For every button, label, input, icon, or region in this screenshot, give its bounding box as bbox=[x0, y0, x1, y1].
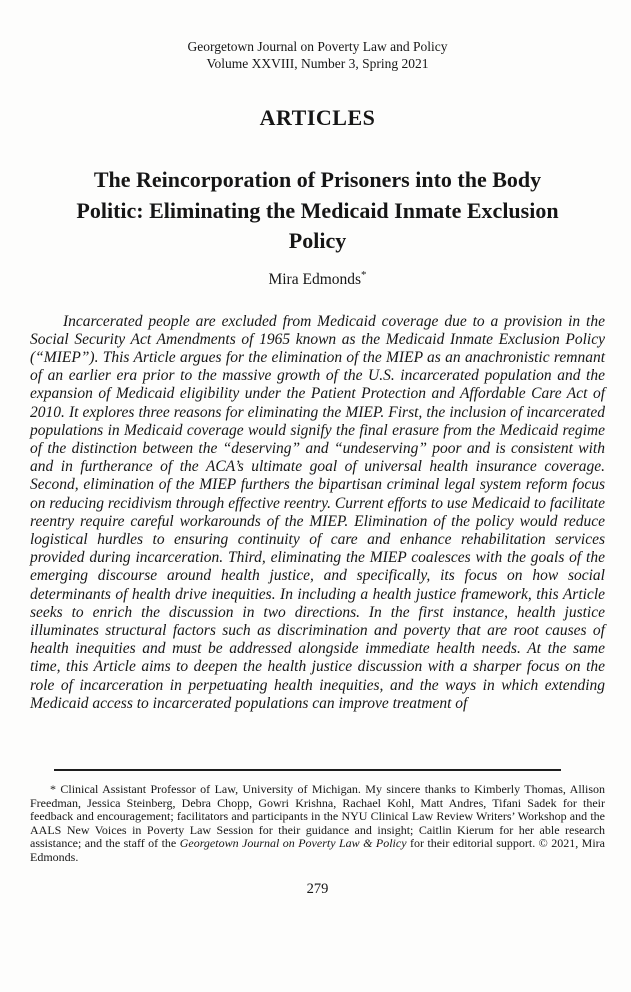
journal-issue-line: Volume XXVIII, Number 3, Spring 2021 bbox=[206, 56, 429, 71]
author-byline bbox=[30, 268, 605, 289]
page-number: 279 bbox=[306, 880, 329, 897]
footnote-marker: * bbox=[50, 782, 56, 796]
article-title-line-2: Politic: Eliminating the Medicaid Inmate Exclusion bbox=[76, 197, 559, 223]
author-footnote-marker: * bbox=[361, 268, 367, 281]
footnote-journal-name: Georgetown Journal on Poverty Law & Policy bbox=[179, 836, 407, 851]
journal-header bbox=[30, 38, 605, 72]
article-title bbox=[30, 165, 605, 257]
abstract-paragraph: Incarcerated people are excluded from Medicaid coverage due to a provision in the Social Security Act Amendments of 1965 known as the Medicaid Inmate Exclusion Policy (“MIEP”). This Article argues for the elimination of the MIEP as an anachronistic remnant of an earlier era prior to the massive growth of the U.S. incarcerated population and the expansion of Medicaid eligibility under the Patient Protection and Affordable Care Act of 2010. It explores three reasons for eliminating the MIEP. First, the inclusion of incarcerated populations in Medicaid coverage would signify the final erasure from the Medicaid regime of the distinction between the “deserving” and “undeserving” poor and is consistent with and in furtherance of the ACA’s ultimate goal of universal health insurance coverage. Second, elimination of the MIEP furthers the bipartisan criminal legal system reform focus on reducing recidivism through effective reentry. Current efforts to use Medicaid to facilitate reentry require careful workarounds of the MIEP. Elimination of the policy would reduce logistical hurdles to ensuring continuity of care and enhance rehabilitation services provided during incarceration. Third, eliminating the MIEP coalesces with the goals of the emerging discourse around health justice, and specifically, its focus on how social determinants of health drive inequities. In including a health justice framework, this Article seeks to enrich the discussion in two directions. In the first instance, health justice illuminates structural factors such as discrimination and poverty that are root causes of health inequities and must be addressed alongside immediate health needs. At the same time, this Article aims to deepen the health justice discussion with a sharper focus on the role of incarceration in perpetuating health inequities, and the ways in which extending Medicaid access to incarcerated populations can improve treatment of bbox=[30, 312, 605, 712]
article-title-line-1: The Reincorporation of Prisoners into the Body bbox=[93, 167, 542, 192]
footnote-separator bbox=[54, 769, 561, 771]
section-heading: ARTICLES bbox=[259, 105, 376, 130]
footnote bbox=[30, 783, 605, 865]
footnote-text: Clinical Assistant Professor of Law, University of Michigan. My sincere thanks to Kimberly Thomas, Allison Freedman, Jessica Steinberg, Debra Chopp, Gowri Krishna, Rachael Kohl, Matt Andres, Tifani Sadek for their feedback and encouragement; facilitators and participants in the NYU Clinical Law Review Writers’ Workshop and the AALS New Voices in Poverty Law Session for their guidance and insight; Caitlin Kierum for her able research assistance; and the staff of the bbox=[30, 782, 605, 851]
journal-name: Georgetown Journal on Poverty Law and Policy bbox=[187, 39, 448, 54]
footnote-text-end: for their editorial support. © 2021, Mira Edmonds. bbox=[30, 836, 605, 864]
author-name: Mira Edmonds bbox=[268, 270, 362, 288]
page-footer bbox=[30, 769, 605, 898]
article-title-line-3: Policy bbox=[288, 228, 347, 253]
